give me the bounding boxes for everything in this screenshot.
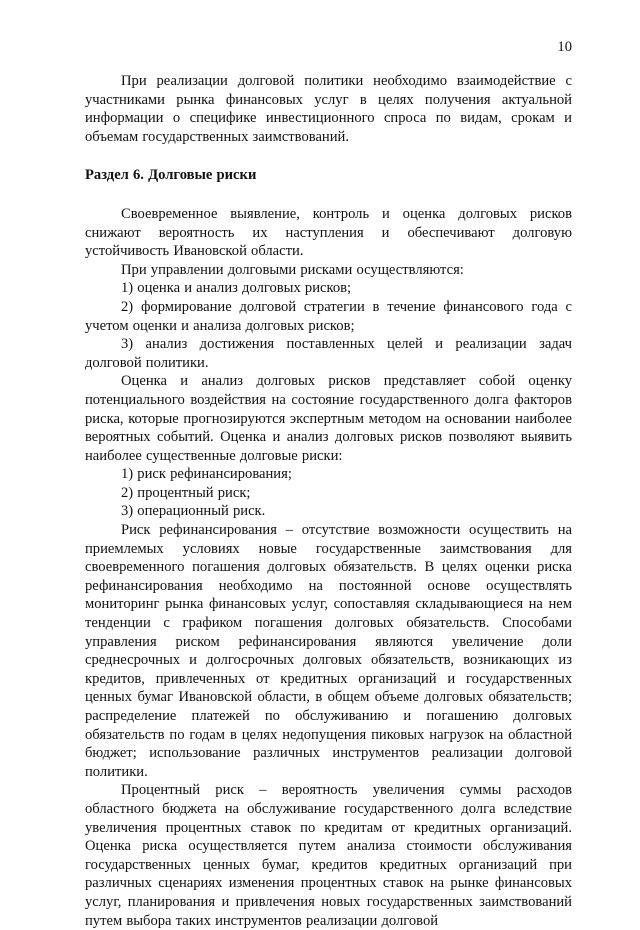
document-body xyxy=(85,72,572,930)
paragraph: При управлении долговыми рисками осуществляются: xyxy=(121,261,464,278)
list-item: 3) операционный риск. xyxy=(121,503,266,520)
list-item: 3) анализ достижения поставленных целей и реализации задач долговой политики. xyxy=(85,336,572,371)
list-item: 2) процентный риск; xyxy=(121,484,251,501)
section-heading: Раздел 6. Долговые риски xyxy=(85,167,257,184)
paragraph: Риск рефинансирования – отсутствие возможности осуществить на приемлемых условиях новые государственные заимствования для своевременного погашения долговых обязательств. В целях оценки риска рефинансирования необходимо на постоянной основе осуществлять мониторинг рынка финансовых услуг, сопоставляя складывающиеся на нем тенденции с графиком погашения долговых обязательств. Способами управления риском рефинансирования являются увеличение доли среднесрочных и долгосрочных долговых обязательств, возникающих из кредитов, привлеченных от кредитных организаций и государственных ценных бумаг Ивановской области, в общем объеме долговых обязательств; распределение платежей по обслуживанию и погашению долговых обязательств по годам в целях недопущения пиковых нагрузок на областной бюджет; использование различных инструментов реализации долговой политики. xyxy=(85,522,572,780)
list-item: 1) оценка и анализ долговых рисков; xyxy=(121,280,352,297)
paragraph: Процентный риск – вероятность увеличения суммы расходов областного бюджета на обслуживание государственного долга вследствие увеличения процентных ставок по кредитам от кредитных организаций. Оценка риска осуществляется путем анализа стоимости обслуживания государственных ценных бумаг, кредитов кредитных организаций при различных сценариях изменения процентных ставок на рынке финансовых услуг, планирования и привлечения новых государственных заимствований путем выбора таких инструментов реализации долговой xyxy=(85,782,572,929)
paragraph: Оценка и анализ долговых рисков представляет собой оценку потенциального воздействия на состояние государственного долга факторов риска, которые прогнозируются экспертным методом на основании наиболее вероятных событий. Оценка и анализ долговых рисков позволяют выявить наиболее существенные долговые риски: xyxy=(85,373,572,464)
list-item: 1) риск рефинансирования; xyxy=(121,466,292,483)
intro-paragraph: При реализации долговой политики необходимо взаимодействие с участниками рынка финансовых услуг в целях получения актуальной информации о специфике инвестиционного спроса по видам, срокам и объемам государственных заимствований. xyxy=(85,73,572,145)
list-item: 2) формирование долговой стратегии в течение финансового года с учетом оценки и анализа долговых рисков; xyxy=(85,298,572,334)
paragraph: Своевременное выявление, контроль и оценка долговых рисков снижают вероятность их наступления и обеспечивают долговую устойчивость Ивановской области. xyxy=(85,205,572,260)
page-number: 10 xyxy=(557,39,572,55)
